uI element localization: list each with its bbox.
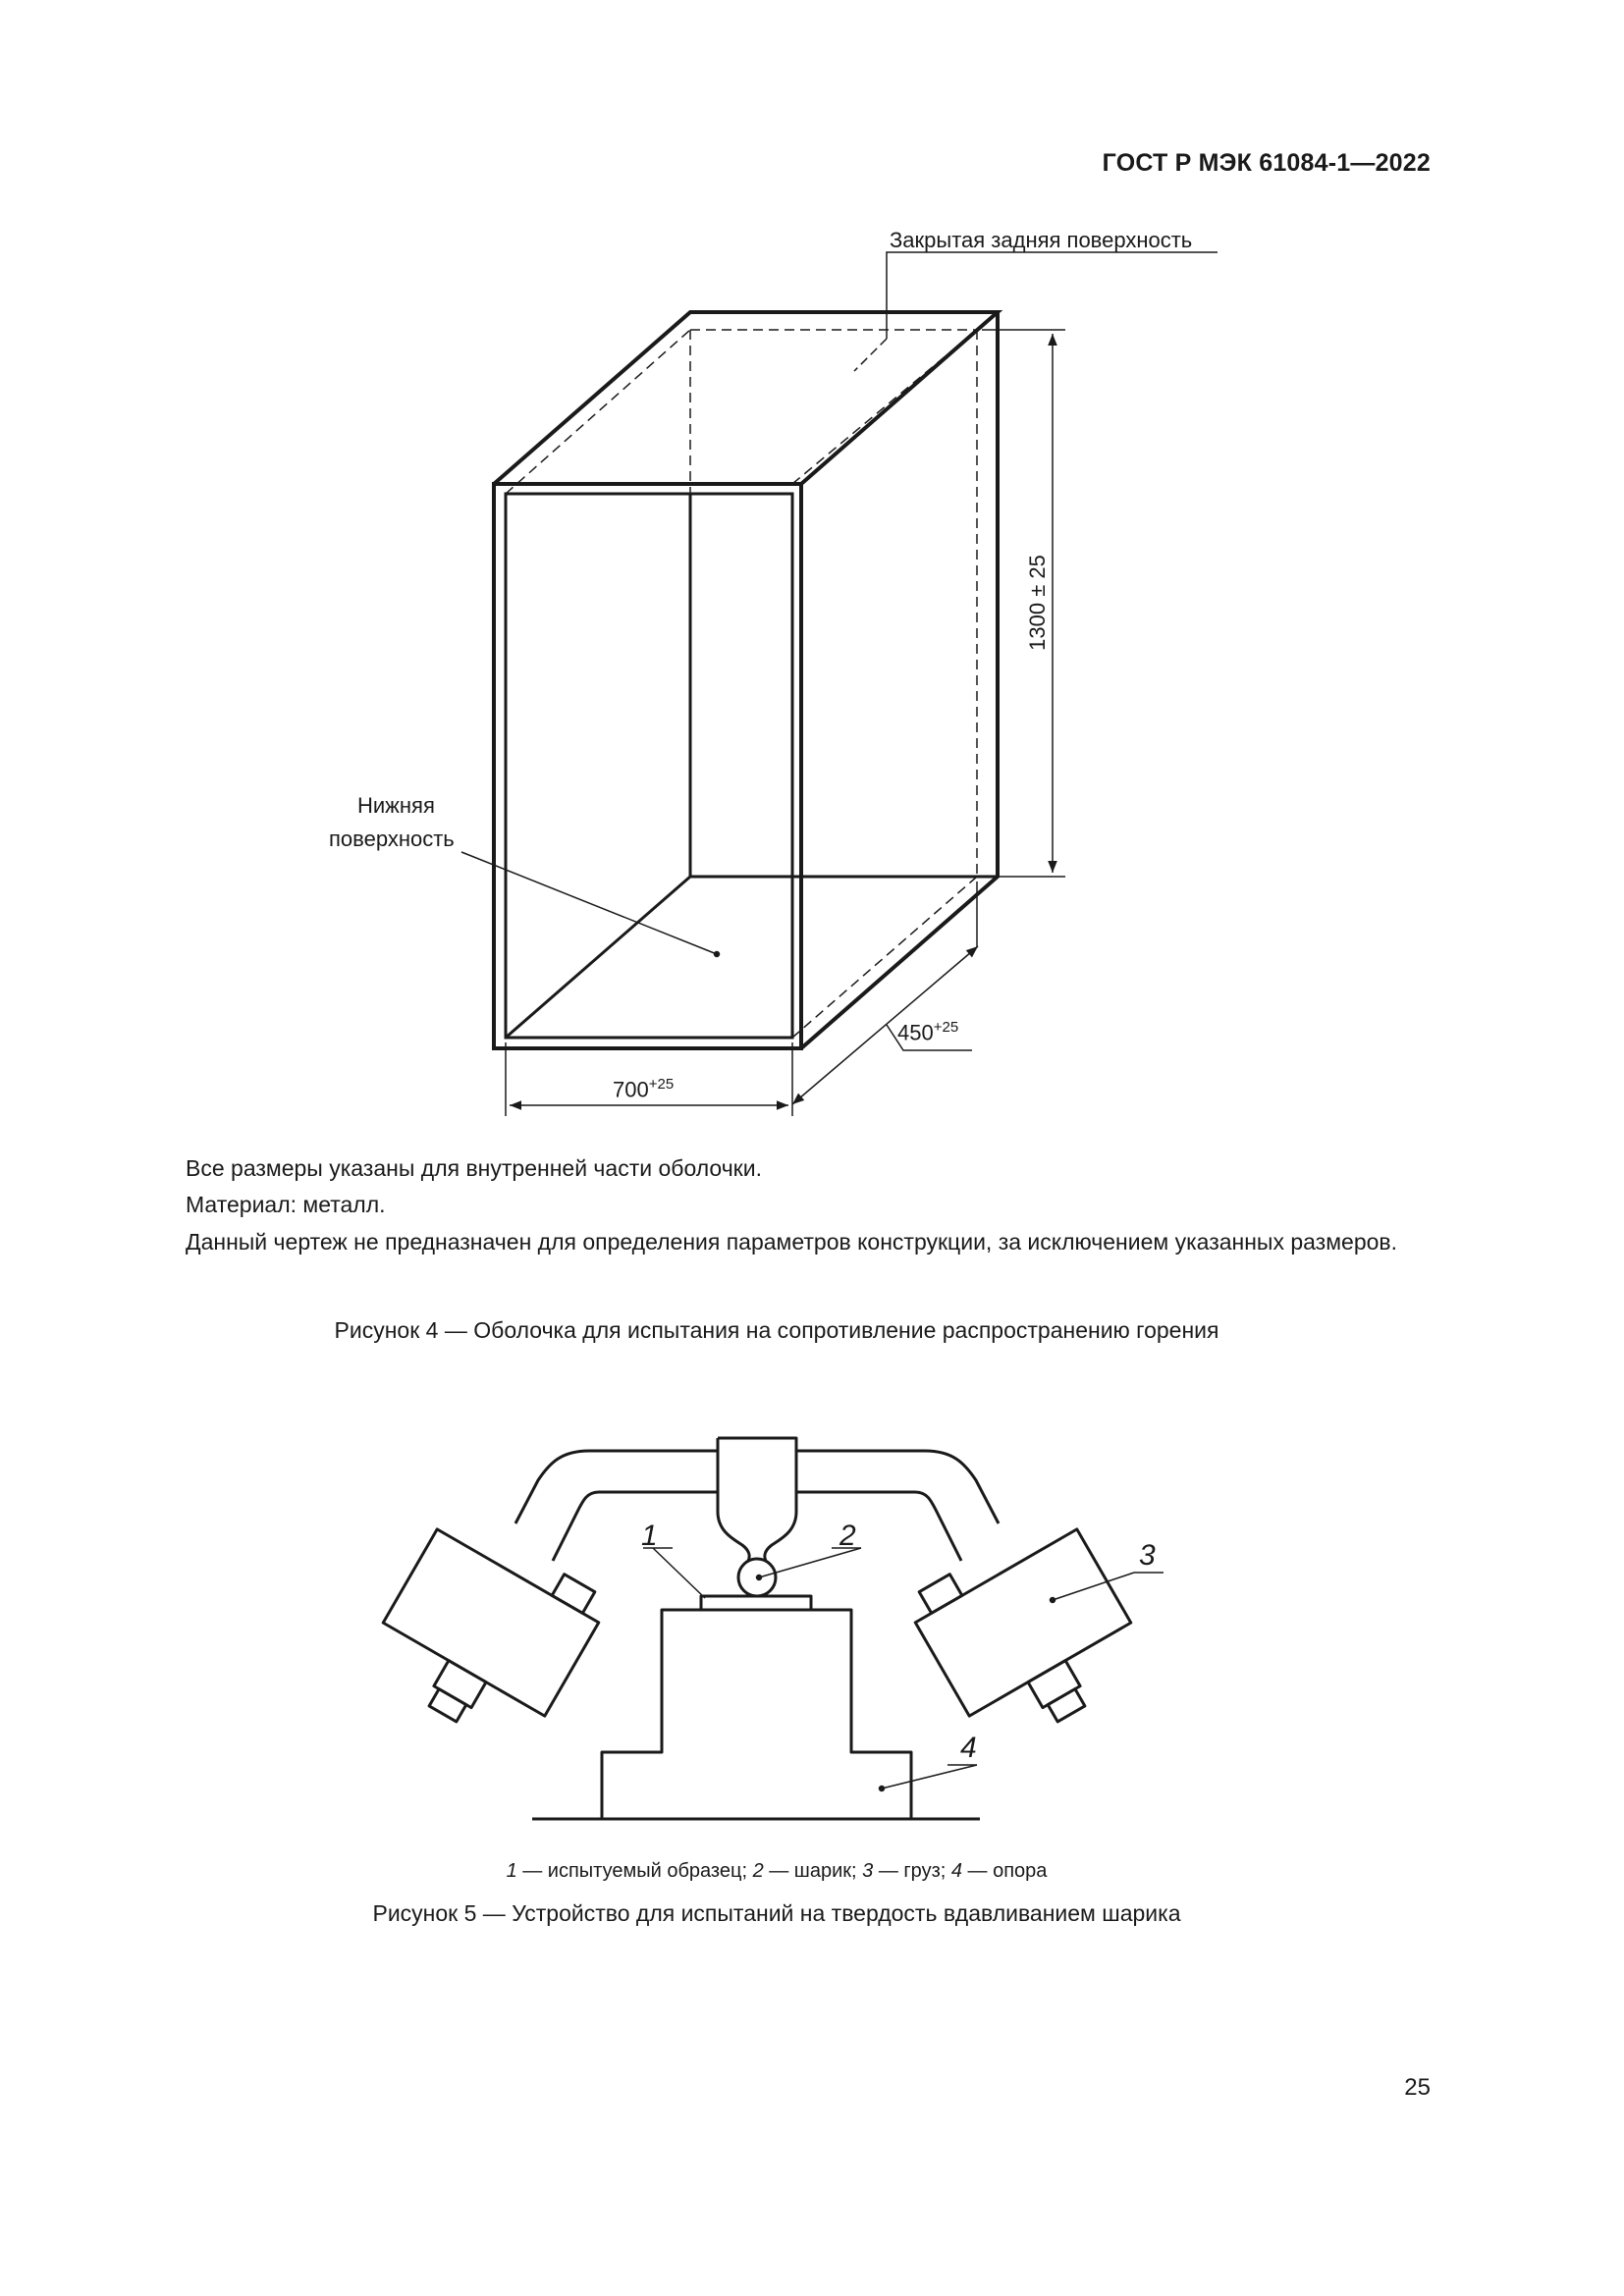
legend-key-1: 1 [506,1860,517,1882]
figure-5-legend [0,1860,1553,1883]
figure-4-caption: Рисунок 4 — Оболочка для испытания на сопротивление распространению горения [334,1317,1219,1343]
support-block [532,1610,980,1819]
label-bottom-surface-2: поверхность [329,827,455,851]
arm-left [515,1451,718,1523]
arm-right [796,1451,999,1523]
weight-right [903,1508,1156,1758]
note-disclaimer: Данный чертеж не предназначен для определения параметров конструкции, за исключением указанных размеров. [186,1229,1398,1255]
figure-5-number-3: 3 [1139,1539,1156,1572]
note-material: Материал: металл. [186,1192,386,1217]
ball-holder [718,1438,796,1561]
legend-key-2: 2 [752,1860,764,1882]
dimension-width-value: 700 [613,1077,649,1102]
leader-3 [1053,1573,1134,1600]
figure-5-number-4: 4 [960,1732,977,1764]
note-dimensions: Все размеры указаны для внутренней части оболочки. [186,1155,762,1181]
legend-text-2: — шарик; [763,1860,863,1882]
page-number: 25 [1404,2074,1431,2101]
leader-4 [882,1765,977,1789]
label-back-surface: Закрытая задняя поверхность [890,228,1193,252]
legend-text-1: — испытуемый образец; [516,1860,753,1882]
dimension-height-label: 1300 ± 25 [1025,555,1050,651]
weight-left [358,1508,611,1758]
arm-right-inner [796,1492,961,1561]
document-header: ГОСТ Р МЭК 61084-1—2022 [1102,149,1431,177]
arm-left-inner [553,1492,718,1561]
label-bottom-surface-1: Нижняя [357,793,435,818]
figure-5-number-2: 2 [839,1520,856,1552]
legend-text-3: — груз; [873,1860,951,1882]
legend-key-3: 3 [862,1860,874,1882]
legend-key-4: 4 [950,1860,962,1882]
leader-1 [653,1548,705,1598]
figure-5-caption: Рисунок 5 — Устройство для испытаний на твердость вдавливанием шарика [372,1900,1181,1926]
test-specimen [701,1596,811,1610]
figure-5-number-1: 1 [641,1520,658,1552]
dimension-depth-value: 450 [897,1020,934,1045]
dimension-depth-tolerance: +25 [933,1019,959,1036]
dimension-width-tolerance: +25 [648,1076,675,1093]
legend-text-4: — опора [961,1860,1048,1882]
